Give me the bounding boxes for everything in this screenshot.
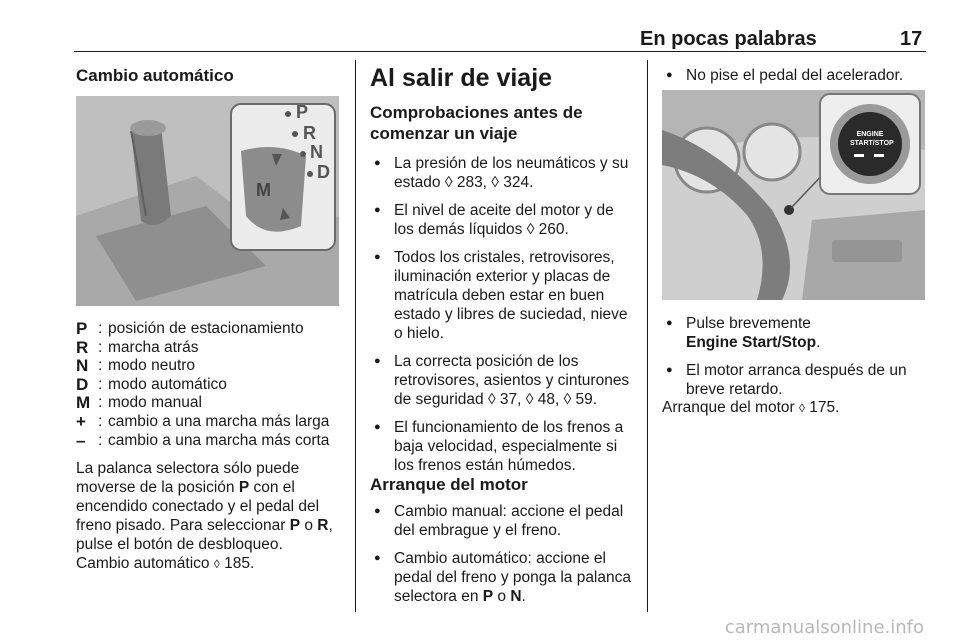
page-section-title: Al salir de viaje [370,64,553,92]
legend-text: cambio a una marcha más larga [108,412,330,430]
ref-arrow-icon: ◊ [799,401,805,415]
svg-text:M: M [256,180,271,200]
legend-text: cambio a una marcha más corta [108,431,330,449]
selector-lever-graphic [76,96,339,306]
legend-key: N [76,356,89,376]
item-text: . [816,334,821,351]
button-label-line1: ENGINE [856,131,884,138]
legend-text: modo automático [108,375,227,393]
legend-text: marcha atrás [108,338,199,356]
para-key: P [238,479,250,496]
legend-key: P [76,319,88,338]
list-item [370,201,634,239]
legend-row [76,413,352,432]
button-label-line2: START/STOP [850,140,894,147]
item-text: La correcta posición de los retrovisores, asientos y cinturones de seguridad [394,353,630,408]
para-key: R [317,517,329,534]
legend-row [76,432,352,451]
item-text: . [521,588,526,605]
para-text: , pulse el botón de desbloqueo. [76,517,333,553]
start-steps-list [370,502,638,615]
item-key: N [510,588,522,605]
svg-text:N: N [310,142,323,162]
ref-text: Cambio automático [76,555,210,572]
ref-text: Arranque del motor [662,399,795,416]
legend-row [76,394,352,413]
start-engine-heading: Arranque del motor [370,475,528,494]
automatic-page-ref[interactable] [76,554,254,574]
legend-key: – [76,430,86,450]
list-item [370,502,638,540]
legend-row [76,339,352,358]
ref-page: 175. [809,399,840,416]
legend-colon: : [98,431,103,449]
legend-row [76,357,352,376]
section-heading-automatic: Cambio automático [76,66,234,85]
header-rule [74,51,926,52]
item-refs: ◊ 283, ◊ 324. [444,174,534,191]
legend-colon: : [98,338,103,356]
svg-text:R: R [303,123,316,143]
legend-key: D [76,374,89,394]
engine-start-illustration [662,90,925,300]
list-item [370,352,634,409]
lever-paragraph [76,459,350,554]
para-text: con el encendido conectado y el pedal del freno pisado. Para seleccionar [76,479,320,534]
para-text: La palanca selectora sólo puede moverse de la posición [76,460,300,496]
dashboard-graphic [662,90,925,300]
legend-colon: : [98,412,103,430]
list-item [370,418,634,475]
svg-text:D: D [317,162,330,182]
item-text: La presión de los neumáticos y su estado [394,155,629,191]
ref-page: 185. [224,555,255,572]
item-text: o [493,588,511,605]
list-item [662,314,932,352]
legend-key: + [76,411,86,431]
item-text: Cambio automático: accione el pedal del freno y ponga la palanca selectora en [394,550,631,605]
list-item [662,66,932,85]
legend-colon: : [98,375,103,393]
page-header-title: En pocas palabras [640,28,817,50]
column-divider-2 [647,60,648,612]
item-text: El motor arranca después de un breve retardo. [686,362,907,398]
list-item [370,248,634,343]
ref-arrow-icon: ◊ [213,557,220,571]
checks-heading: Comprobaciones antes de comenzar un viaje [370,103,583,143]
legend-key: R [76,337,89,357]
page-number: 17 [900,28,923,50]
item-text: Pulse brevemente [686,315,811,332]
item-text: Todos los cristales, retrovisores, iluminación exterior y placas de matrícula deben estar en buen estado y libres de suciedad, nieve o hielo. [394,249,628,342]
watermark: carmanualsonline.info [724,617,924,638]
legend-key: M [76,393,91,413]
list-item [370,154,634,192]
legend-colon: : [98,394,103,412]
svg-text:P: P [296,102,309,122]
engine-start-page-ref[interactable] [662,398,839,418]
item-text: Cambio manual: accione el pedal del embrague y el freno. [394,503,624,539]
legend-text: modo neutro [108,357,196,375]
item-text: El funcionamiento de los frenos a baja velocidad, especialmente si los frenos están húmedos. [394,419,624,474]
column-divider-1 [355,60,356,612]
item-text: No pise el pedal del acelerador. [686,67,904,84]
selector-lever-illustration [76,96,339,306]
item-key: P [482,588,494,605]
legend-row [76,376,352,395]
item-text: El nivel de aceite del motor y de los demás líquidos [394,202,614,238]
para-text: o [300,517,318,534]
list-item [370,549,638,606]
start-instructions-list [662,314,932,408]
item-key: Engine Start/Stop [686,334,817,351]
legend-text: posición de estacionamiento [108,320,304,337]
list-item [662,361,932,399]
legend-colon: : [98,357,103,375]
gear-legend [76,320,352,450]
checks-list [370,154,634,484]
item-refs: ◊ 260. [526,221,569,238]
legend-colon: : [98,320,103,337]
engine-button-label [850,130,894,148]
legend-row [76,320,352,339]
para-key: P [289,517,301,534]
item-refs: ◊ 37, ◊ 48, ◊ 59. [487,391,598,408]
legend-text: modo manual [108,394,202,412]
